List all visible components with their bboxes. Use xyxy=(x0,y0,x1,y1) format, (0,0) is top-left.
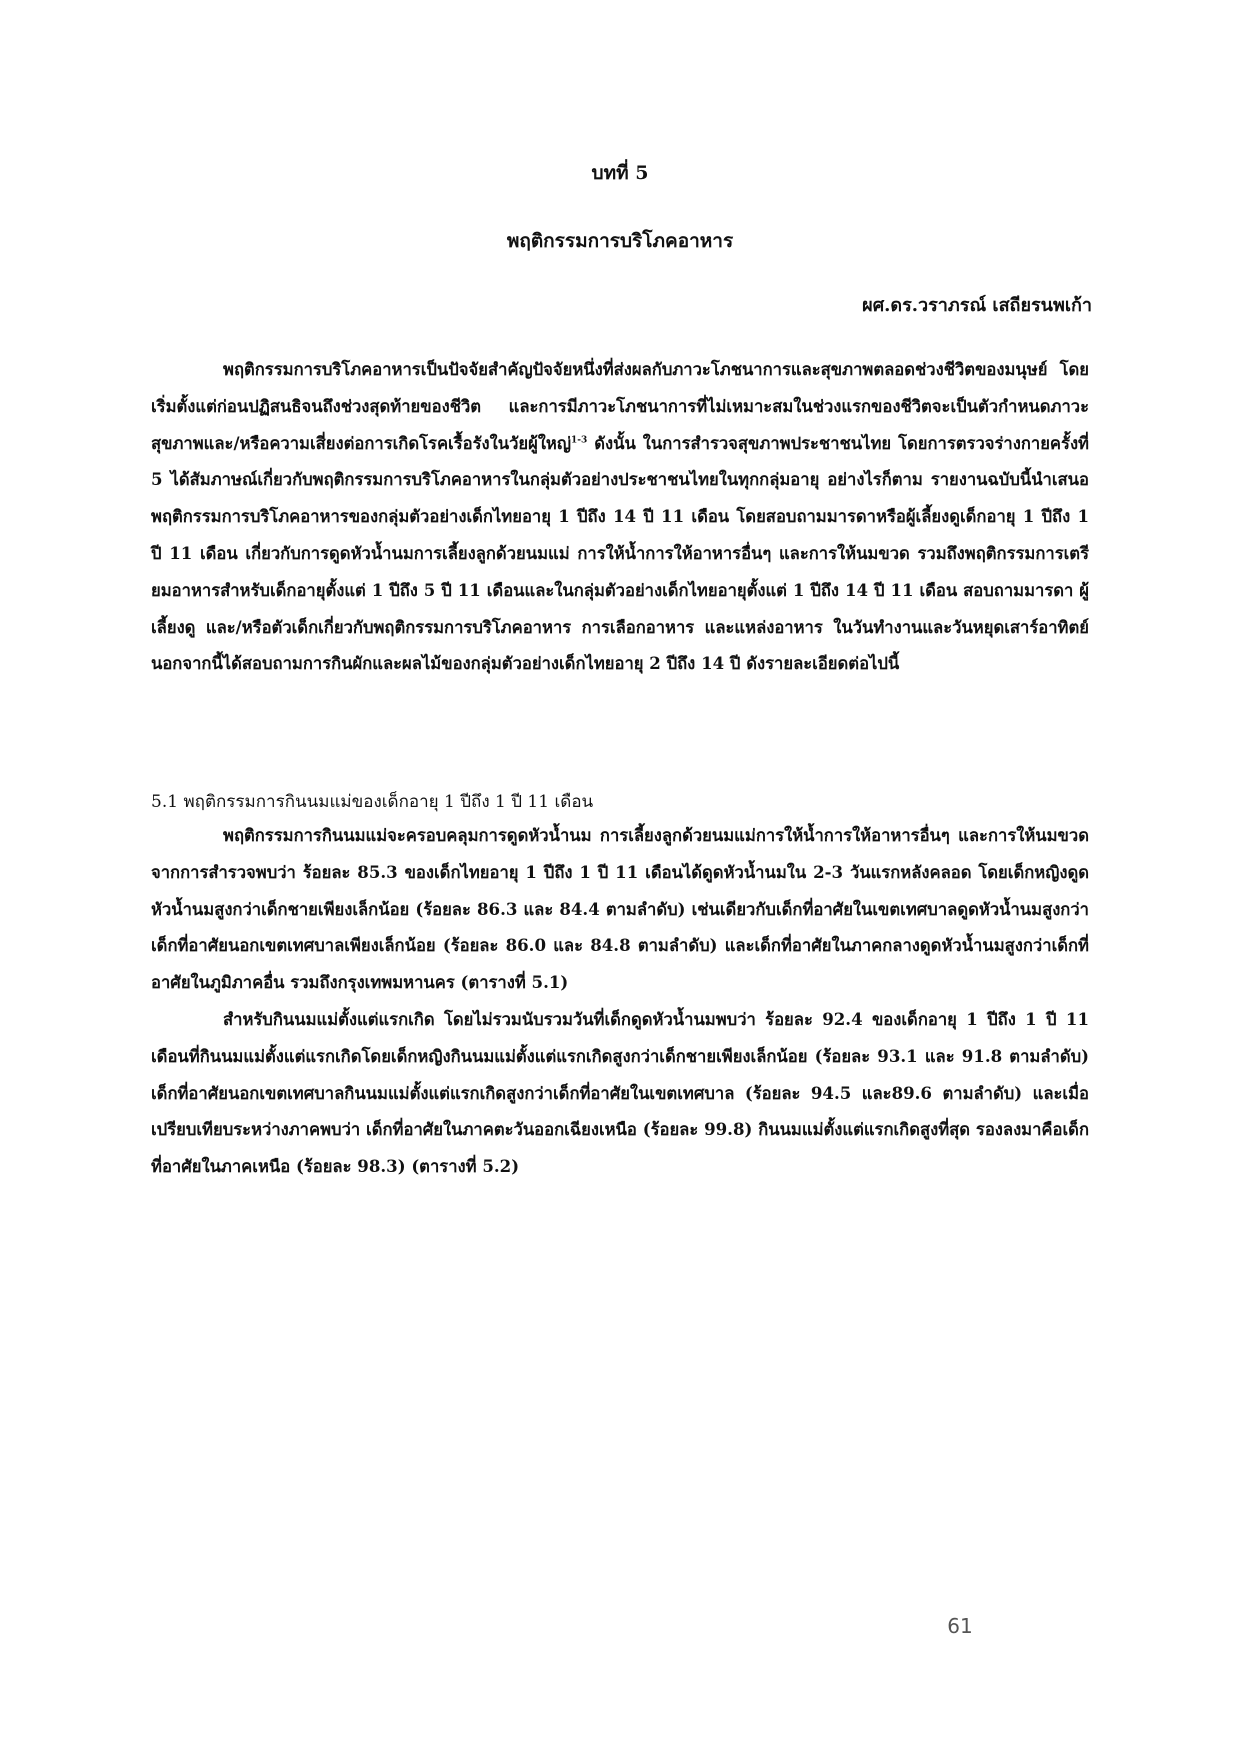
citation-superscript: 1-3 xyxy=(571,435,588,446)
chapter-title: พฤติกรรมการบริโภคอาหาร xyxy=(506,230,734,252)
author-name: ผศ.ดร.วราภรณ์ เสถียรนพเก้า xyxy=(862,295,1092,316)
section-paragraph-1: พฤติกรรมการกินนมแม่จะครอบคลุมการดูดหัวน้ำนม การเลี้ยงลูกด้วยนมแม่การให้น้ำการให้อาหารอื่นๆ และการให้นมขวด จากการสำรวจพบว่า ร้อยละ 85.3 ของเด็กไทยอายุ 1 ปีถึง 1 ปี 11 เดือนได้ดูดหัวน้ำนมใน 2-3 วันแรกหลังคลอด โดยเด็กหญิงดูดหัวน้ำนมสูงกว่าเด็กชายเพียงเล็กน้อย (ร้อยละ 86.3 และ 84.4 ตามลำดับ) เช่นเดียวกับเด็กที่อาศัยในเขตเทศบาลดูดหัวน้ำนมสูงกว่าเด็กที่อาศัยนอกเขตเทศบาลเพียงเล็กน้อย (ร้อยละ 86.0 และ 84.8 ตามลำดับ) และเด็กที่อาศัยในภาคกลางดูดหัวน้ำนมสูงกว่าเด็กที่อาศัยในภูมิภาคอื่น รวมถึงกรุงเทพมหานคร (ตารางที่ 5.1) xyxy=(151,825,1089,993)
intro-text-part1: พฤติกรรมการบริโภคอาหารเป็นปัจจัยสำคัญปัจจัยหนึ่งที่ส่งผลกับภาวะโภชนาการและสุขภาพตลอดช่วงชีวิตของมนุษย์ โดยเริ่มตั้งแต่ก่อนปฏิสนธิจนถึงช่วงสุดท้ายของชีวิต และการมีภาวะโภชนาการที่ไม่เหมาะสมในช่วงแรกของชีวิตจะเป็นตัวกำหนดภาวะสุขภาพและ/หรือความเสี่ยงต่อการเกิดโรคเรื้อรังในวัยผู้ใหญ่ xyxy=(151,359,1089,453)
intro-section xyxy=(151,351,1089,682)
section-paragraph-2: สำหรับกินนมแม่ตั้งแต่แรกเกิด โดยไม่รวมนับรวมวันที่เด็กดูดหัวน้ำนมพบว่า ร้อยละ 92.4 ของเด็กอายุ 1 ปีถึง 1 ปี 11 เดือนที่กินนมแม่ตั้งแต่แรกเกิดโดยเด็กหญิงกินนมแม่ตั้งแต่แรกเกิดสูงกว่าเด็กชายเพียงเล็กน้อย (ร้อยละ 93.1 และ 91.8 ตามลำดับ) เด็กที่อาศัยนอกเขตเทศบาลกินนมแม่ตั้งแต่แรกเกิดสูงกว่าเด็กที่อาศัยในเขตเทศบาล (ร้อยละ 94.5 และ89.6 ตามลำดับ) และเมื่อเปรียบเทียบระหว่างภาคพบว่า เด็กที่อาศัยในภาคตะวันออกเฉียงเหนือ (ร้อยละ 99.8) กินนมแม่ตั้งแต่แรกเกิดสูงที่สุด รองลงมาคือเด็กที่อาศัยในภาคเหนือ (ร้อยละ 98.3) (ตารางที่ 5.2) xyxy=(151,1008,1089,1177)
page-number: 61 xyxy=(947,1614,973,1638)
chapter-label: บทที่ 5 xyxy=(591,162,649,184)
section-heading: 5.1 พฤติกรรมการกินนมแม่ของเด็กอายุ 1 ปีถึง 1 ปี 11 เดือน xyxy=(151,792,594,812)
intro-paragraph xyxy=(151,351,1089,682)
intro-text-part2: ดังนั้น ในการสำรวจสุขภาพประชาชนไทย โดยการตรวจร่างกายครั้งที่ 5 ได้สัมภาษณ์เกี่ยวกับพฤติกรรมการบริโภคอาหารในกลุ่มตัวอย่างประชาชนไทยในทุกกลุ่มอายุ อย่างไรก็ตาม รายงานฉบับนี้นำเสนอพฤติกรรมการบริโภคอาหารของกลุ่มตัวอย่างเด็กไทยอายุ 1 ปีถึง 14 ปี 11 เดือน โดยสอบถามมารดาหรือผู้เลี้ยงดูเด็กอายุ 1 ปีถึง 1 ปี 11 เดือน เกี่ยวกับการดูดหัวน้ำนมการเลี้ยงลูกด้วยนมแม่ การให้น้ำการให้อาหารอื่นๆ และการให้นมขวด รวมถึงพฤติกรรมการเตรียมอาหารสำหรับเด็กอายุตั้งแต่ 1 ปีถึง 5 ปี 11 เดือนและในกลุ่มตัวอย่างเด็กไทยอายุตั้งแต่ 1 ปีถึง 14 ปี 11 เดือน สอบถามมารดา ผู้เลี้ยงดู และ/หรือตัวเด็กเกี่ยวกับพฤติกรรมการบริโภคอาหาร การเลือกอาหาร และแหล่งอาหาร ในวันทำงานและวันหยุดเสาร์อาทิตย์ นอกจากนี้ได้สอบถามการกินผักและผลไม้ของกลุ่มตัวอย่างเด็กไทยอายุ 2 ปีถึง 14 ปี ดังรายละเอียดต่อไปนี้ xyxy=(151,432,1089,674)
section-body xyxy=(151,817,1089,1185)
